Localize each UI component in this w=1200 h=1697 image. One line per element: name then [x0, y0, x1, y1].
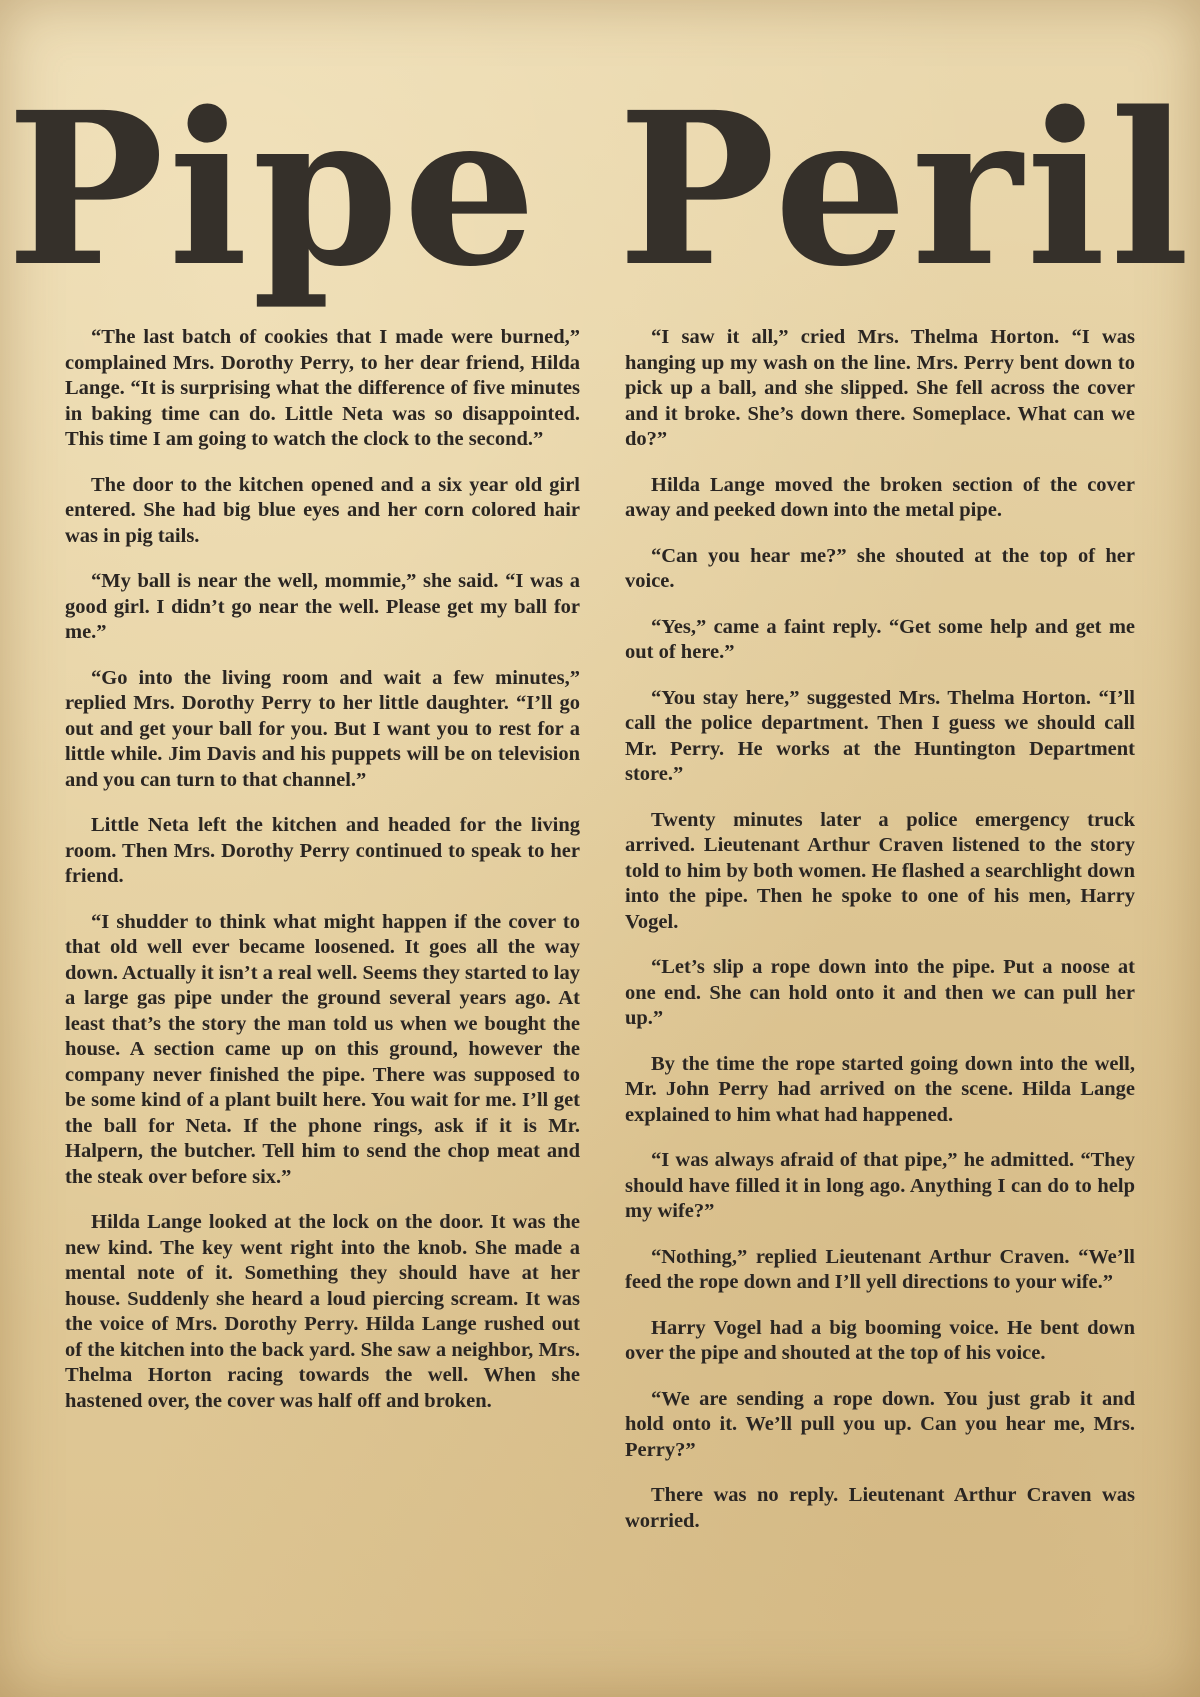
story-title: Pipe Peril — [6, 66, 1194, 313]
paragraph: “Yes,” came a faint reply. “Get some help and get me out of here.” — [625, 615, 1135, 663]
paragraph: By the time the rope started going down into the well, Mr. John Perry had arrived on the scene. Hilda Lange explained to him what had happened. — [625, 1052, 1135, 1126]
paragraph: “I was always afraid of that pipe,” he admitted. “They should have filled it in long ago. Anything I can do to help my wife?” — [625, 1149, 1135, 1222]
paragraph: Hilda Lange moved the broken section of the cover away and peeked down into the metal pipe. — [625, 473, 1135, 521]
paragraph: “You stay here,” suggested Mrs. Thelma Horton. “I’ll call the police department. Then I guess we should call Mr. Perry. He works at the Huntington Department store.” — [625, 686, 1135, 785]
paragraph: Little Neta left the kitchen and headed for the living room. Then Mrs. Dorothy Perry continued to speak to her friend. — [65, 814, 580, 887]
right-column — [625, 325, 1135, 1554]
paragraph: “Can you hear me?” she shouted at the top of her voice. — [625, 544, 1135, 592]
paragraph: “Nothing,” replied Lieutenant Arthur Craven. “We’ll feed the rope down and I’ll yell directions to your wife.” — [625, 1245, 1135, 1293]
left-column — [65, 325, 580, 1434]
paragraph: “I saw it all,” cried Mrs. Thelma Horton. “I was hanging up my wash on the line. Mrs. Perry bent down to pick up a ball, and she slipped. She fell across the cover and it broke. She’s down there. Someplace. What can we do?” — [625, 326, 1135, 450]
paragraph: The door to the kitchen opened and a six year old girl entered. She had big blue eyes and her corn colored hair was in pig tails. — [65, 473, 580, 547]
paragraph: Hilda Lange looked at the lock on the door. It was the new kind. The key went right into the knob. She made a mental note of it. Something they should have at her house. Suddenly she heard a loud piercing scream. It was the voice of Mrs. Dorothy Perry. Hilda Lange rushed out of the kitchen into the back yard. She saw a neighbor, Mrs. Thelma Horton racing towards the well. When she hastened over, the cover was half off and broken. — [65, 1211, 580, 1412]
paragraph: Harry Vogel had a big booming voice. He bent down over the pipe and shouted at the top of his voice. — [625, 1316, 1135, 1364]
paragraph: “We are sending a rope down. You just grab it and hold onto it. We’ll pull you up. Can you hear me, Mrs. Perry?” — [625, 1387, 1135, 1461]
paragraph: “Let’s slip a rope down into the pipe. Put a noose at one end. She can hold onto it and then we can pull her up.” — [625, 956, 1135, 1029]
paragraph: “My ball is near the well, mommie,” she said. “I was a good girl. I didn’t go near the well. Please get my ball for me.” — [65, 570, 580, 643]
paragraph: “Go into the living room and wait a few minutes,” replied Mrs. Dorothy Perry to her little daughter. “I’ll go out and get your ball for you. But I want you to rest for a little while. Jim Davis and his puppets will be on television and you can turn to that channel.” — [65, 666, 580, 791]
paragraph: There was no reply. Lieutenant Arthur Craven was worried. — [625, 1484, 1135, 1532]
paragraph: “The last batch of cookies that I made were burned,” complained Mrs. Dorothy Perry, to her dear friend, Hilda Lange. “It is surprising what the difference of five minutes in baking time can do. Little Neta was so disappointed. This time I am going to watch the clock to the second.” — [65, 326, 580, 450]
paragraph: Twenty minutes later a police emergency truck arrived. Lieutenant Arthur Craven listened to the story told to him by both women. He flashed a searchlight down into the pipe. Then he spoke to one of his men, Harry Vogel. — [625, 808, 1135, 933]
paragraph: “I shudder to think what might happen if the cover to that old well ever became loosened. It goes all the way down. Actually it isn’t a real well. Seems they started to lay a large gas pipe under the ground several years ago. At least that’s the story the man told us when we bought the house. A section came up on this ground, however the company never finished the pipe. There was supposed to be some kind of a plant built here. You wait for me. I’ll get the ball for Neta. If the phone rings, ask if it is Mr. Halpern, the butcher. Tell him to send the chop meat and the steak over before six.” — [65, 910, 580, 1188]
